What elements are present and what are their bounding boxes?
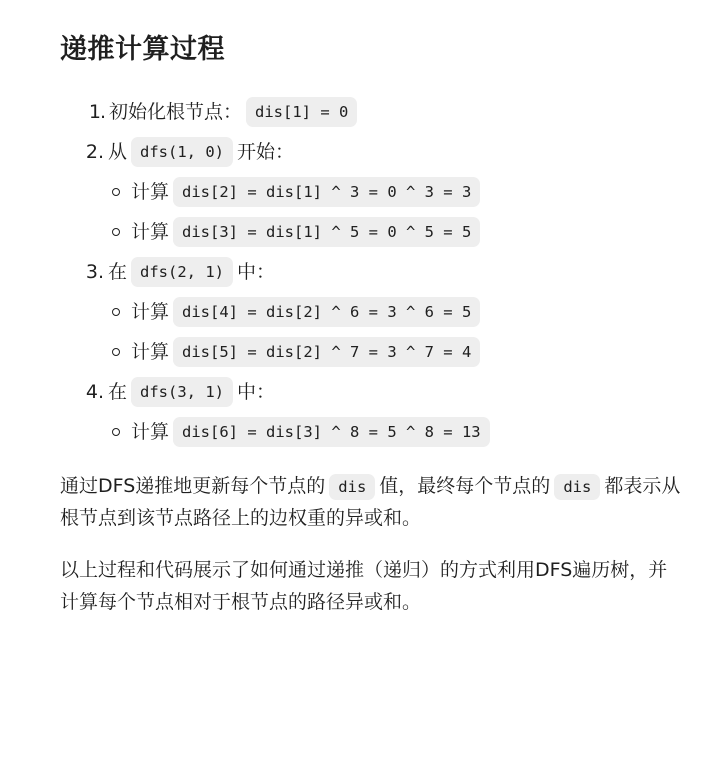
step-text: 初始化根节点： — [109, 101, 243, 123]
hollow-bullet-icon — [112, 188, 120, 196]
hollow-bullet-icon — [112, 348, 120, 356]
substep-item — [60, 172, 679, 212]
inline-code: dfs(2, 1) — [131, 257, 233, 287]
substeps-container — [60, 172, 679, 252]
step-number: 3. — [85, 261, 104, 283]
substep-item — [60, 212, 679, 252]
paragraph-text: 值，最终每个节点的 — [379, 475, 551, 497]
summary-paragraph — [60, 470, 685, 534]
substep-item — [60, 292, 679, 332]
section-heading: 递推计算过程 — [60, 34, 225, 65]
inline-code: dis[4] = dis[2] ^ 6 = 3 ^ 6 = 5 — [173, 297, 480, 327]
substeps-container — [60, 412, 679, 452]
paragraph-text: 通过DFS递推地更新每个节点的 — [60, 475, 326, 497]
hollow-bullet-icon — [112, 308, 120, 316]
substep-list — [60, 292, 679, 372]
step-text: 从 — [108, 141, 128, 163]
step-item-2 — [60, 132, 679, 172]
hollow-bullet-icon — [112, 228, 120, 236]
inline-code: dfs(1, 0) — [131, 137, 233, 167]
inline-code: dis — [329, 474, 375, 500]
step-text-after: 中： — [237, 261, 276, 283]
substep-list — [60, 412, 679, 452]
step-number: 2. — [85, 141, 104, 163]
step-number: 4. — [85, 381, 104, 403]
inline-code: dis[6] = dis[3] ^ 8 = 5 ^ 8 = 13 — [173, 417, 490, 447]
hollow-bullet-icon — [112, 428, 120, 436]
substeps-container — [60, 292, 679, 372]
substep-label: 计算 — [131, 301, 170, 323]
inline-code: dis[3] = dis[1] ^ 5 = 0 ^ 5 = 5 — [173, 217, 480, 247]
substep-item — [60, 332, 679, 372]
substep-label: 计算 — [131, 341, 170, 363]
inline-code: dis — [554, 474, 600, 500]
steps-list — [60, 92, 679, 452]
substep-item — [60, 412, 679, 452]
step-text: 在 — [108, 381, 128, 403]
step-number: 1. — [88, 101, 105, 123]
step-text: 在 — [108, 261, 128, 283]
step-item-1 — [60, 92, 679, 132]
step-item-4 — [60, 372, 679, 412]
inline-code: dis[2] = dis[1] ^ 3 = 0 ^ 3 = 3 — [173, 177, 480, 207]
inline-code: dfs(3, 1) — [131, 377, 233, 407]
step-text-after: 中： — [237, 381, 276, 403]
inline-code: dis[1] = 0 — [246, 97, 357, 127]
step-item-3 — [60, 252, 679, 292]
substep-label: 计算 — [131, 221, 170, 243]
substep-label: 计算 — [131, 421, 170, 443]
substep-list — [60, 172, 679, 252]
conclusion-paragraph: 以上过程和代码展示了如何通过递推（递归）的方式利用DFS遍历树，并计算每个节点相对于根节点的路径异或和。 — [60, 559, 668, 613]
inline-code: dis[5] = dis[2] ^ 7 = 3 ^ 7 = 4 — [173, 337, 480, 367]
paragraph-text: 都表示从根节点到该节点路径上的边权重的异或和。 — [60, 475, 681, 529]
substep-label: 计算 — [131, 181, 170, 203]
step-text-after: 开始： — [237, 141, 295, 163]
